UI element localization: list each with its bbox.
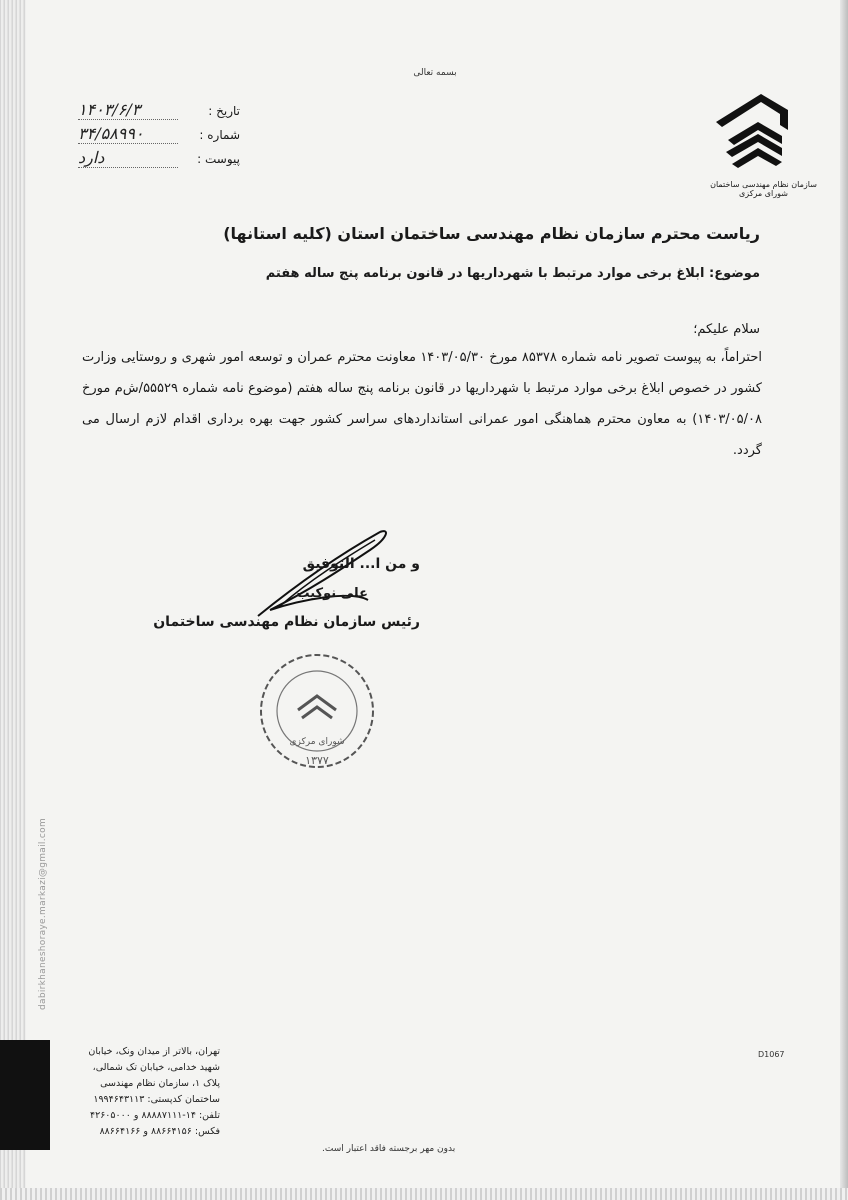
number-value: ۳۴/۵۸۹۹۰ (78, 124, 178, 144)
scan-edge-right (840, 0, 848, 1200)
logo-sub: شورای مرکزی (739, 189, 788, 198)
number-row (78, 124, 240, 148)
scan-bottom-band (0, 1188, 848, 1200)
logo-name: سازمان نظام مهندسی ساختمان (710, 180, 817, 189)
number-label: شماره : (199, 128, 240, 142)
footer-note: بدون مهر برجسته فاقد اعتبار است. (322, 1144, 456, 1154)
closing: و من ا... التوفیق (302, 556, 420, 572)
logo-roof-icon (706, 92, 796, 178)
address-line: پلاک ۱، سازمان نظام مهندسی (100, 1078, 220, 1089)
stamp-text: شورای مرکزی (289, 737, 345, 747)
signer-name: علی نوکیب (296, 586, 368, 601)
attachment-row (78, 148, 240, 172)
footer-address (60, 1044, 220, 1140)
signer-title: رئیس سازمان نظام مهندسی ساختمان (153, 614, 420, 630)
letter-body: احتراماً، به پیوست تصویر نامه شماره ۸۵۳۷۸ مورخ ۱۴۰۳/۰۵/۳۰ معاونت محترم عمران و توسعه امور شهری و روستایی وزارت کشور در خصوص ابلاغ برخی موارد مرتبط با شهرداریها در قانون برنامه پنج ساله هفتم (موضوع نامه شماره ۵۵۵۲۹/ش‌م مورخ ۱۴۰۳/۰۵/۰۸) به معاون محترم هماهنگی امور عمرانی استانداردهای سراسر کشور جهت بهره برداری اقدام لازم ارسال می گردد. (82, 350, 763, 458)
address-line: فکس: ۸۸۶۶۴۱۵۶ و ۸۸۶۶۴۱۶۶ (99, 1126, 220, 1137)
scan-dark-block (0, 1040, 50, 1150)
letter-meta (78, 100, 240, 172)
date-label: تاریخ : (208, 104, 240, 118)
subject: موضوع: ابلاغ برخی موارد مرتبط با شهرداریها در قانون برنامه پنج ساله هفتم (265, 266, 760, 281)
organization-logo (706, 92, 821, 198)
date-value: ۱۴۰۳/۶/۳ (78, 100, 178, 120)
attachment-value: دارد (78, 148, 178, 168)
salutation: سلام علیکم؛ (693, 322, 760, 337)
address-line: تلفن: ۱۴-۸۸۸۸۷۱۱۱ و ۴۲۶۰۵۰۰۰ (90, 1110, 220, 1121)
address-line: ساختمان کدپستی: ۱۹۹۴۶۴۳۱۱۳ (93, 1094, 220, 1105)
scan-edge-left (0, 0, 26, 1200)
basmala: بسمه تعالی (413, 68, 457, 78)
stamp-year: ۱۳۷۷ (305, 754, 329, 767)
side-email: dabirkhaneshoraye.markazi@gmail.com (38, 817, 48, 1010)
address-line: شهید خدامی، خیابان تک شمالی، (92, 1062, 220, 1073)
date-row (78, 100, 240, 124)
recipient: ریاست محترم سازمان نظام مهندسی ساختمان استان (کلیه استانها) (223, 224, 760, 243)
doc-code: D1067 (758, 1050, 785, 1059)
attachment-label: پیوست : (197, 152, 240, 166)
address-line: تهران، بالاتر از میدان ونک، خیابان (88, 1046, 220, 1057)
official-stamp (256, 650, 378, 772)
